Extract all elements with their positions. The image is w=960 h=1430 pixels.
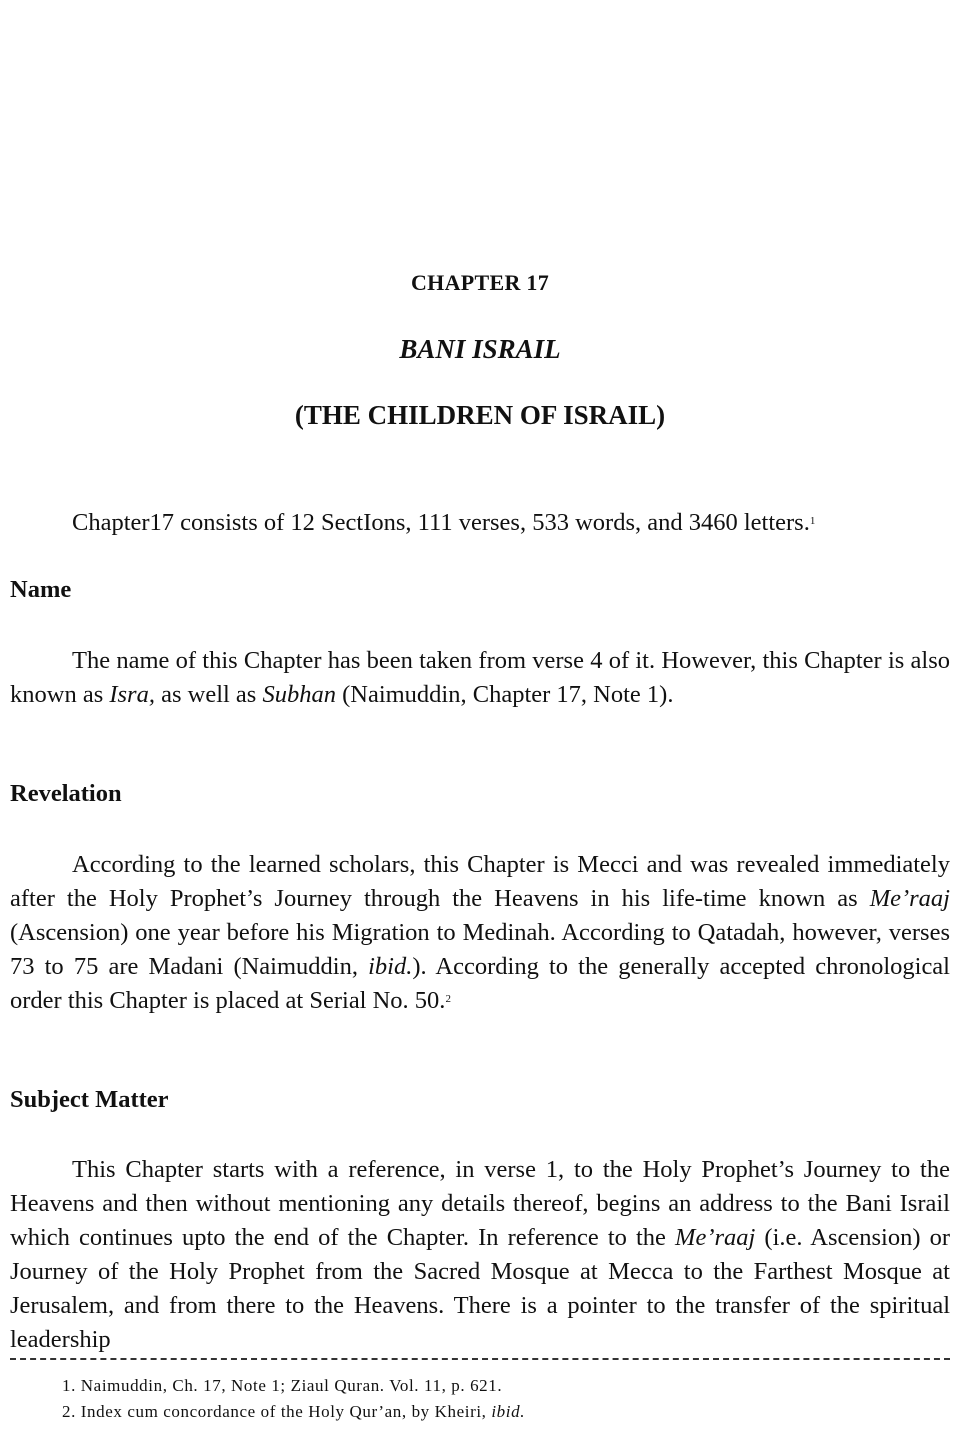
subject-italic-meraaj: Me’raaj	[675, 1224, 756, 1251]
footnotes	[62, 1373, 525, 1425]
subject-text-1: This Chapter starts with a reference, in verse 1, to the Holy Prophet’s Journey to the Heavens and then without mentioning any details thereof, begins an address to the Bani Israil which continues upto the end of the Chapter. In reference to the	[10, 1156, 950, 1251]
section-heading-name: Name	[10, 576, 72, 603]
footnote-divider	[10, 1358, 950, 1360]
name-italic-isra: Isra,	[109, 681, 155, 708]
revelation-text-2: (Ascension) one year before his Migration to Medinah. According to Qatadah, however, verses 73 to 75 are Madani (Naimuddin,	[10, 919, 950, 980]
chapter-label: CHAPTER 17	[410, 270, 550, 295]
subject-text-2: (i.e. Ascension) or Journey of the Holy Prophet from the Sacred Mosque at Mecca to the Farthest Mosque at Jerusalem, and from there to the Heavens. There is a pointer to the transfer of the spiritual leadership	[10, 1224, 951, 1353]
footnote-ref-1: 1	[809, 515, 816, 527]
name-text-2: as well as	[154, 681, 263, 708]
revelation-text-1: According to the learned scholars, this Chapter is Mecci and was revealed immediately after the Holy Prophet’s Journey through the Heavens in his life-time known as	[10, 851, 950, 912]
chapter-title: BANI ISRAIL	[399, 334, 561, 364]
name-italic-subhan: Subhan	[262, 681, 336, 708]
name-text-1: The name of this Chapter has been taken from verse 4 of it. However, this Chapter is also known as	[10, 647, 950, 708]
revelation-text-3: ). According to the generally accepted chronological order this Chapter is placed at Serial No. 50.	[10, 953, 950, 1014]
footnote-2-italic: ibid.	[491, 1402, 526, 1421]
chapter-subtitle: (THE CHILDREN OF ISRAIL)	[294, 400, 666, 430]
section-heading-revelation: Revelation	[10, 780, 122, 807]
footnote-2	[62, 1399, 525, 1425]
revelation-paragraph	[10, 848, 950, 1018]
revelation-italic-meraaj: Me’raaj	[869, 885, 950, 912]
footnote-2-text: 2. Index cum concordance of the Holy Qur’an, by Kheiri,	[62, 1402, 492, 1421]
subject-paragraph	[10, 1153, 950, 1357]
name-text-3: (Naimuddin, Chapter 17, Note 1).	[335, 681, 674, 708]
name-paragraph	[10, 644, 950, 712]
section-heading-subject-matter: Subject Matter	[10, 1086, 169, 1113]
footnote-1	[62, 1373, 525, 1399]
intro-paragraph	[10, 506, 950, 540]
footnote-1-text: 1. Naimuddin, Ch. 17, Note 1; Ziaul Quran. Vol. 11, p. 621.	[62, 1376, 503, 1395]
intro-text: Chapter17 consists of 12 SectIons, 111 verses, 533 words, and 3460 letters.	[72, 509, 810, 536]
revelation-italic-ibid: ibid.	[368, 953, 413, 980]
footnote-ref-2: 2	[445, 993, 451, 1005]
